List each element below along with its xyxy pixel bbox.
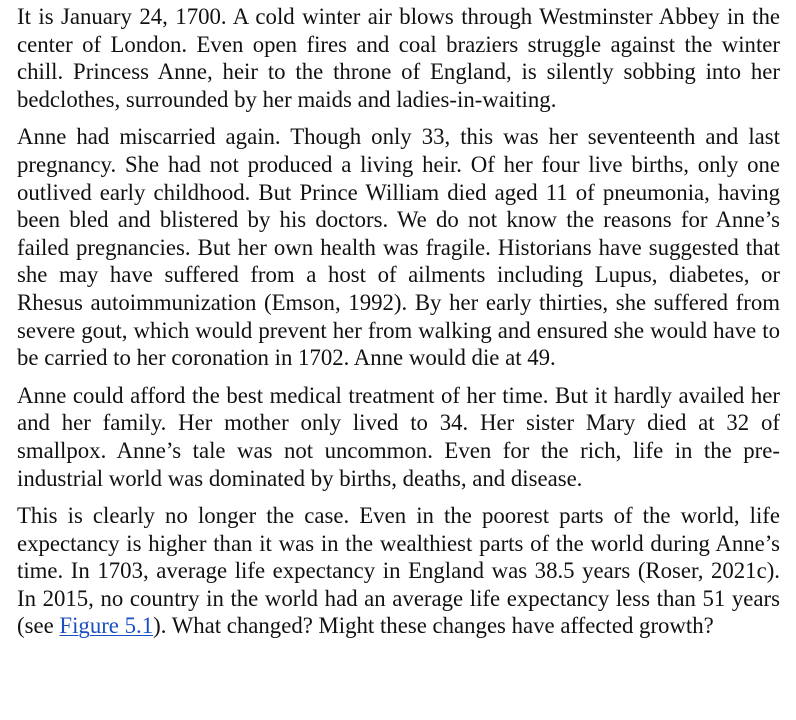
paragraph-text-after-link: ). What changed? Might these changes have affected growth? bbox=[153, 613, 714, 639]
paragraph-anne-miscarriage: Anne had miscarried again. Though only 33, this was her seventeenth and last pregnancy. She had not produced a living heir. Of her four live births, only one outlived early childhood. But Prince William died aged 11 of pneumonia, having been bled and blistered by his doctors. We do not know the reasons for Anne’s failed pregnancies. But her own health was fragile. Historians have suggested that she may have suffered from a host of ailments including Lupus, diabetes, or Rhesus autoimmunization (Emson, 1992). By her early thirties, she suffered from severe gout, which would prevent her from walking and ensured she would have to be carried to her coronation in 1702. Anne would die at 49. bbox=[17, 124, 780, 371]
paragraph-anne-intro: It is January 24, 1700. A cold winter air blows through Westminster Abbey in the center of London. Even open fires and coal braziers struggle against the winter chill. Princess Anne, heir to the throne of England, is silently sobbing into her bedclothes, surrounded by her maids and ladies-in-waiting. bbox=[17, 4, 780, 112]
paragraph-medical-treatment: Anne could afford the best medical treatment of her time. But it hardly availed her and her family. Her mother only lived to 34. Her sister Mary died at 32 of smallpox. Anne’s tale was not uncommon. Even for the rich, life in the pre-industrial world was dominated by births, deaths, and disease. bbox=[17, 382, 780, 491]
paragraph-life-expectancy bbox=[17, 502, 780, 640]
paragraph-text-before-link: This is clearly no longer the case. Even in the poorest parts of the world, life expectancy is higher than it was in the wealthiest parts of the world during Anne’s time. In 1703, average life expectancy in England was 38.5 years (Roser, 2021c). In 2015, no country in the world had an average life expectancy less than 51 years (see bbox=[17, 503, 780, 639]
figure-5-1-link[interactable]: Figure 5.1 bbox=[59, 613, 154, 639]
